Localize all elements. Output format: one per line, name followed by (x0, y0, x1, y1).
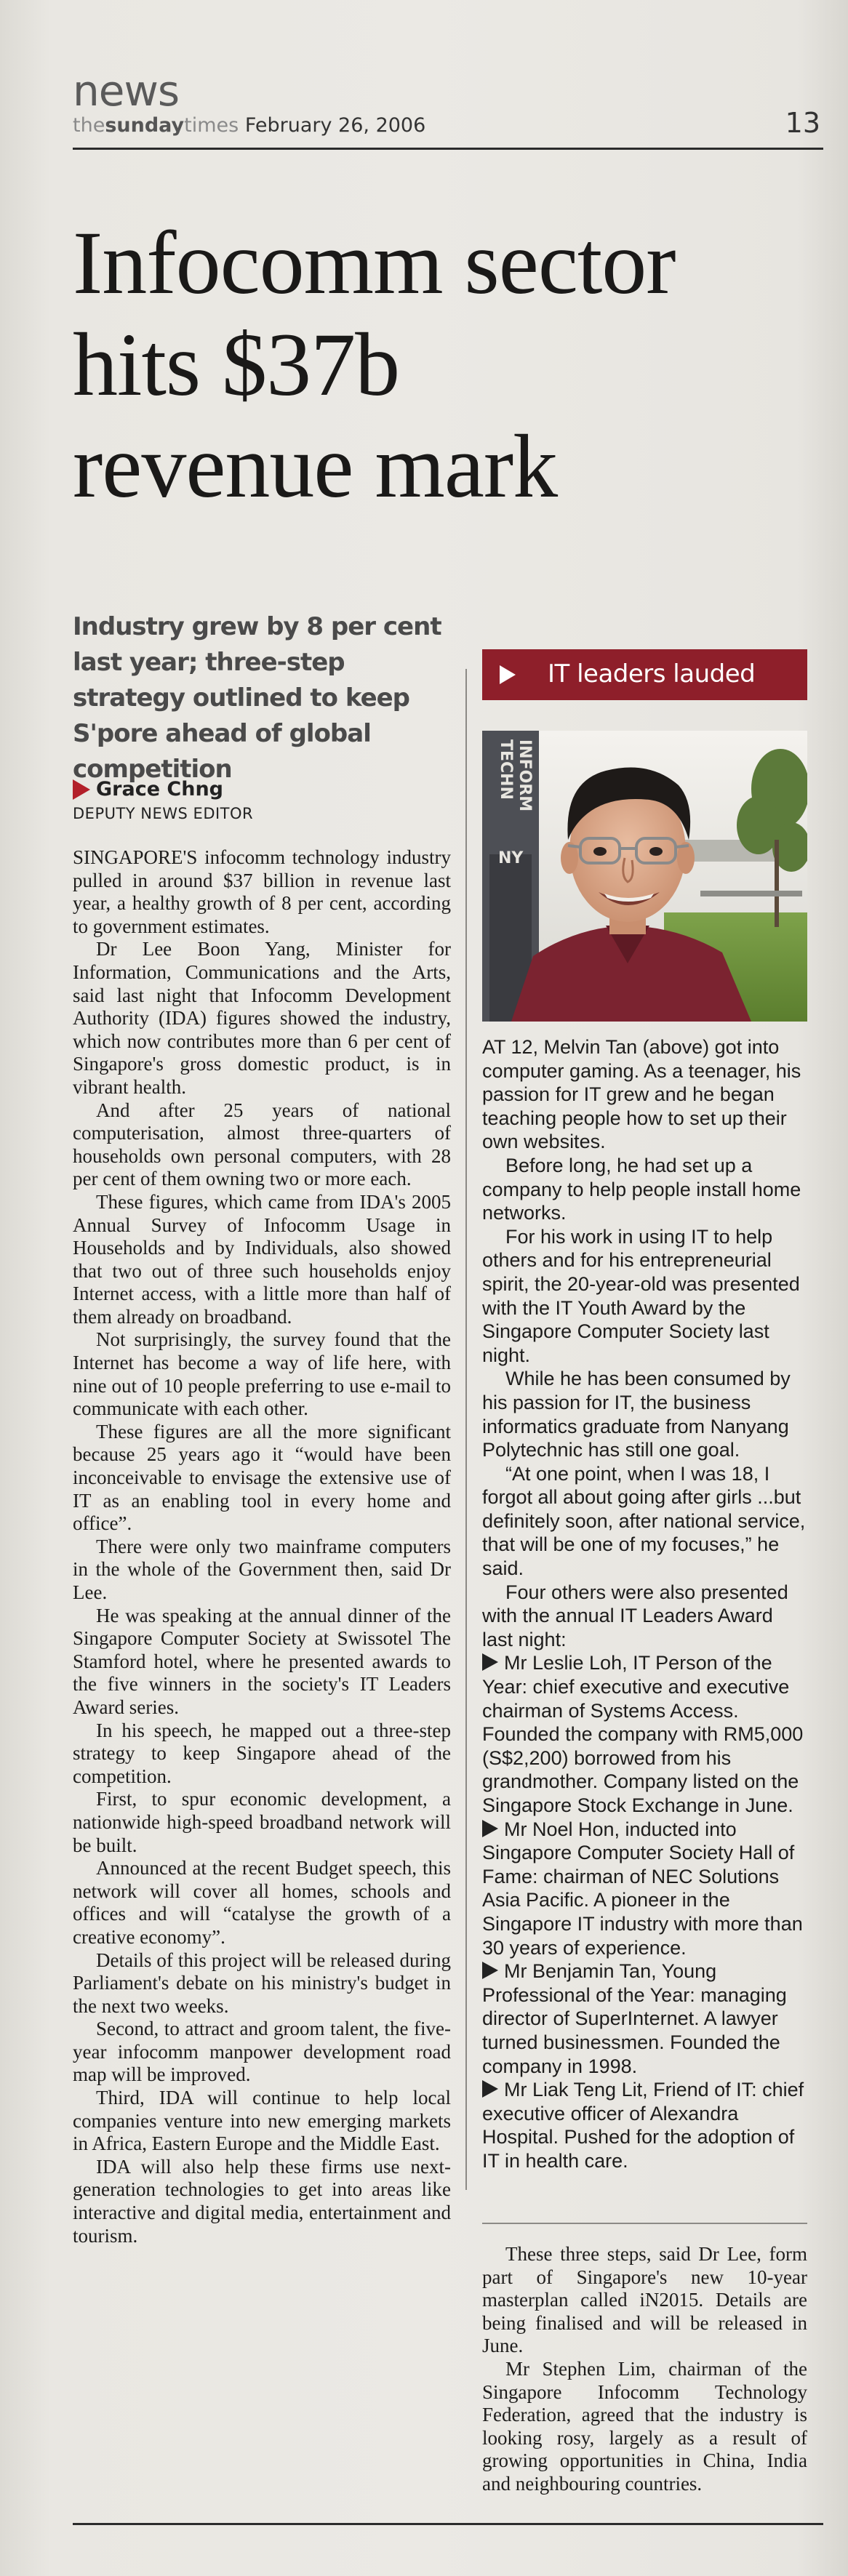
triangle-bullet-icon (482, 2080, 498, 2098)
story-paragraph: These figures, which came from IDA's 2005 Annual Survey of Infocomm Usage in Households and by Individuals, also showed that two out of three such households enjoy Internet access, with a little more than half of them already on broadband. (73, 1190, 451, 1328)
continuation-column (482, 2243, 807, 2496)
column-divider (465, 669, 467, 2190)
story-paragraph: First, to spur economic development, a nationwide high-speed broadband network will be built. (73, 1788, 451, 1856)
story-paragraph: Second, to attract and groom talent, the five-year infocomm manpower development road map will be improved. (73, 2018, 451, 2086)
story-paragraph: SINGAPORE'S infocomm technology industry pulled in around $37 billion in revenue last year, a healthy growth of 8 per cent, according to government estimates. (73, 846, 451, 937)
award-text: Mr Leslie Loh, IT Person of the Year: chief executive and executive chairman of Systems Access. Founded the company with RM5,000 (S$2,200) borrowed from his grandmother. Company listed on the Singapore Stock Exchange in June. (482, 1652, 804, 1816)
story-paragraph: Announced at the recent Budget speech, this network will cover all homes, schools and offices and will “catalyse the growth of a creative economy”. (73, 1857, 451, 1948)
award-item (482, 1651, 807, 1817)
story-paragraph: In his speech, he mapped out a three-step strategy to keep Singapore ahead of the competition. (73, 1719, 451, 1787)
paper-name-the: the (73, 114, 105, 137)
sidebar-paragraph: Four others were also presented with the annual IT Leaders Award last night: (482, 1581, 788, 1650)
triangle-bullet-icon (73, 779, 90, 800)
story-paragraph: Mr Stephen Lim, chairman of the Singapore Infocomm Technology Federation, agreed that the industry is looking rosy, largely as a result of growing opportunities in China, India and neighbouring countries. (482, 2357, 807, 2495)
triangle-bullet-icon (482, 1820, 498, 1837)
sign-logo: NY (498, 849, 524, 867)
sidebar-paragraph: While he has been consumed by his passion for IT, the business informatics graduate from Nanyang Polytechnic has still one goal. (482, 1368, 791, 1461)
story-paragraph: Details of this project will be released during Parliament's debate on his ministry's budget in the next two weeks. (73, 1949, 451, 2017)
page-bottom-rule (73, 2523, 823, 2525)
portrait-illustration (482, 731, 807, 1022)
triangle-bullet-icon (482, 1653, 498, 1671)
story-paragraph: These three steps, said Dr Lee, form part of Singapore's new 10-year masterplan called iN2015. Details are being finalised and will be released in June. (482, 2243, 807, 2357)
masthead-rule (73, 148, 823, 150)
author-role: DEPUTY NEWS EDITOR (73, 805, 254, 822)
paper-dateline (73, 114, 823, 137)
triangle-bullet-icon (482, 1962, 498, 1979)
story-paragraph: Third, IDA will continue to help local companies venture into new emerging markets in Africa, Eastern Europe and the Middle East. (73, 2087, 451, 2155)
main-story-column (73, 846, 451, 2247)
award-item (482, 1818, 807, 1960)
award-text: Mr Benjamin Tan, Young Professional of the Year: managing director of SuperInternet. A lawyer turned businessmen. Founded the company in 1998. (482, 1960, 787, 2077)
sidebar-paragraph: “At one point, when I was 18, I forgot all about going after girls ...but definitely soon, after national service, that will be one of my focuses,” he said. (482, 1462, 806, 1580)
standfirst: Industry grew by 8 per cent last year; three-step strategy outlined to keep S'pore ahead of global competition (73, 612, 441, 784)
portrait-photo (482, 731, 807, 1022)
masthead (73, 66, 823, 149)
headline-line: hits $37b (73, 315, 400, 414)
award-item (482, 1959, 807, 2078)
story-paragraph: There were only two mainframe computers in the whole of the Government then, said Dr Lee. (73, 1535, 451, 1603)
award-item (482, 2078, 807, 2172)
sidebar-paragraph: Before long, he had set up a company to help people install home networks. (482, 1154, 801, 1224)
page-number: 13 (785, 107, 820, 139)
story-paragraph: He was speaking at the annual dinner of the Singapore Computer Society at Swissotel The Stamford hotel, where he presented awards to the five winners in the society's IT Leaders Award series. (73, 1604, 451, 1718)
sign-text: TECHN (497, 739, 515, 801)
sidebar-story (482, 1035, 807, 2173)
sign-text: INFORM (516, 739, 534, 812)
section-title: news (73, 66, 180, 116)
sidebar-end-rule (482, 2223, 807, 2224)
sidebar-paragraph: For his work in using IT to help others and for his entrepreneurial spirit, the 20-year-old was presented with the IT Youth Award by the Singapore Computer Society last night. (482, 1225, 800, 1366)
award-text: Mr Noel Hon, inducted into Singapore Computer Society Hall of Fame: chairman of NEC Solutions Asia Pacific. A pioneer in the Singapore IT industry with more than 30 years of experience. (482, 1818, 803, 1959)
paper-name-sunday: sunday (105, 114, 185, 137)
triangle-bullet-icon (500, 665, 516, 684)
story-paragraph: Not surprisingly, the survey found that the Internet has become a way of life here, with nine out of 10 people preferring to use e-mail to communicate with each other. (73, 1328, 451, 1420)
award-text: Mr Liak Teng Lit, Friend of IT: chief executive officer of Alexandra Hospital. Pushed for the adoption of IT in health care. (482, 2079, 804, 2172)
story-paragraph: IDA will also help these firms use next-generation technologies to get into areas like interactive and digital media, entertainment and tourism. (73, 2155, 451, 2247)
author-name: Grace Chng (96, 778, 223, 801)
byline (73, 778, 253, 822)
headline (73, 212, 823, 518)
issue-date: February 26, 2006 (244, 114, 426, 137)
headline-line: revenue mark (73, 417, 558, 516)
paper-name-times: times (184, 114, 239, 137)
sidebar-paragraph: AT 12, Melvin Tan (above) got into computer gaming. As a teenager, his passion for IT grew and he began teaching people how to set up their own websites. (482, 1036, 801, 1153)
story-paragraph: These figures are all the more significant because 25 years ago it “would have been inconceivable to envisage the extensive use of IT as an enabling tool in every home and office”. (73, 1420, 451, 1535)
story-paragraph: Dr Lee Boon Yang, Minister for Information, Communications and the Arts, said last night that Infocomm Development Authority (IDA) figures showed the industry, which now contributes more than 6 per cent of Singapore's gross domestic product, is in vibrant health. (73, 938, 451, 1098)
sidebar-title: IT leaders lauded (548, 659, 756, 689)
headline-line: Infocomm sector (73, 213, 676, 313)
sidebar-header (482, 649, 807, 700)
story-paragraph: And after 25 years of national computerisation, almost three-quarters of households own personal computers, with 28 per cent of them owning two or more each. (73, 1099, 451, 1190)
